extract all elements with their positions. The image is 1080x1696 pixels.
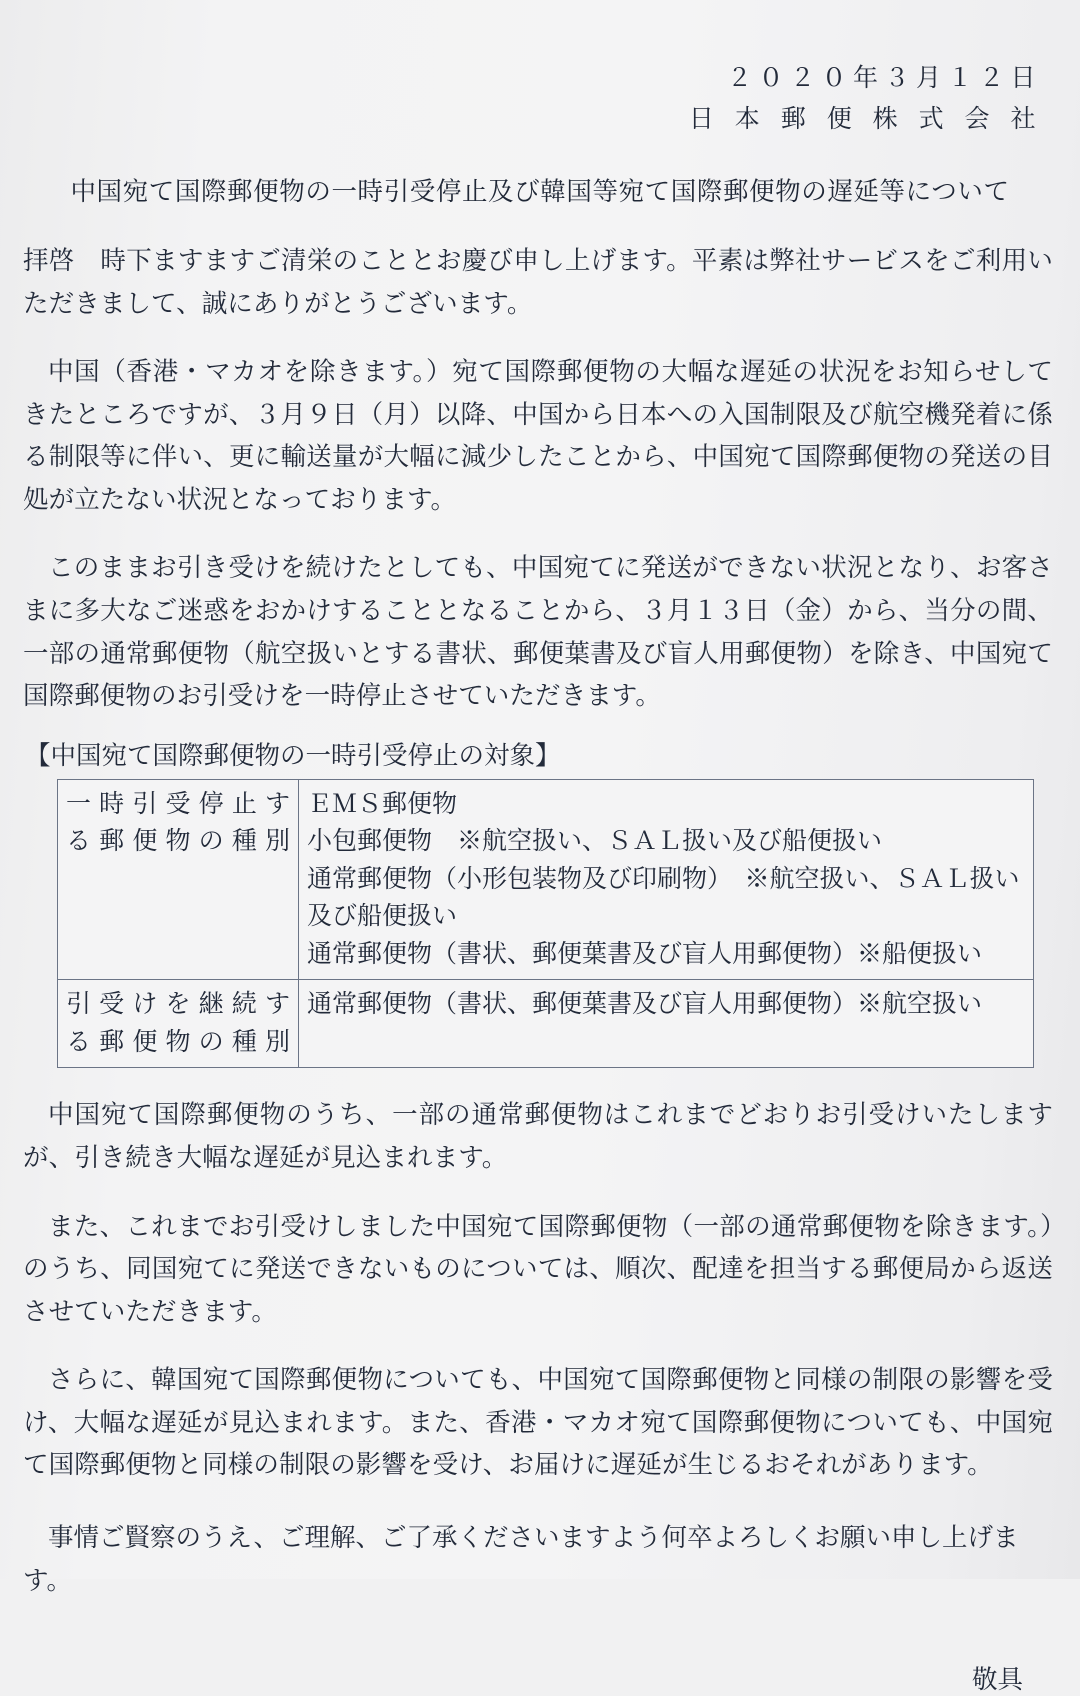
list-item: 通常郵便物（書状、郵便葉書及び盲人用郵便物）※航空扱い <box>307 989 983 1019</box>
table-caption: 【中国宛て国際郵便物の一時引受停止の対象】 <box>25 740 561 771</box>
paragraph-return-policy: また、これまでお引受けしました中国宛て国際郵便物（一部の通常郵便物を除きます。）のうち、同国宛てに発送できないものについては、順次、配達を担当する郵便局から返送させていただきます。 <box>23 1211 1053 1327</box>
paragraph-greeting: 拝啓 時下ますますご清栄のこととお慶び申し上げます。平素は弊社サービスをご利用いただきまして、誠にありがとうございます。 <box>23 246 1053 319</box>
list-item: 通常郵便物（書状、郵便葉書及び盲人用郵便物）※船便扱い <box>307 938 983 968</box>
category-line-1: 引受けを継続す <box>66 989 290 1019</box>
table-row <box>58 779 1034 980</box>
document-header <box>689 58 1042 139</box>
paragraph-continued-items: 中国宛て国際郵便物のうち、一部の通常郵便物はこれまでどおりお引受けいたしますが、引き続き大幅な遅延が見込まれます。 <box>23 1100 1053 1173</box>
suspension-scope-table <box>57 779 1034 1069</box>
category-line-1: 一時引受停止す <box>66 788 290 818</box>
table-cell-category-suspended <box>58 779 299 980</box>
table-row <box>58 980 1034 1068</box>
category-line-2: る郵便物の種別 <box>66 826 290 856</box>
page-title: 中国宛て国際郵便物の一時引受停止及び韓国等宛て国際郵便物の遅延等について <box>70 177 1010 207</box>
document-date: ２０２０年３月１２日 <box>726 63 1042 92</box>
document-issuer: 日 本 郵 便 株 式 会 社 <box>688 103 1042 133</box>
table-cell-category-continued <box>58 980 299 1068</box>
document-body <box>23 240 1053 1696</box>
table-cell-items-continued <box>299 980 1034 1068</box>
table-cell-items-suspended <box>299 779 1034 980</box>
category-line-2: る郵便物の種別 <box>66 1026 290 1056</box>
signoff: 敬具 <box>971 1665 1023 1696</box>
paragraph-suspension: このままお引き受けを続けたとしても、中国宛てに発送ができない状況となり、お客さまに多大なご迷惑をおかけすることとなることから、３月１３日（金）から、当分の間、一部の通常郵便物（航空扱いとする書状、郵便葉書及び盲人用郵便物）を除き、中国宛て国際郵便物のお引受けを一時停止させていただきます。 <box>23 553 1053 712</box>
list-item: 通常郵便物（小形包装物及び印刷物） ※航空扱い、ＳＡＬ扱い及び船便扱い <box>307 863 1020 931</box>
list-item: 小包郵便物 ※航空扱い、ＳＡＬ扱い及び船便扱い <box>307 826 883 856</box>
paragraph-situation: 中国（香港・マカオを除きます。）宛て国際郵便物の大幅な遅延の状況をお知らせしてきたところですが、３月９日（月）以降、中国から日本への入国制限及び航空機発着に係る制限等に伴い、更に輸送量が大幅に減少したことから、中国宛て国際郵便物の発送の目処が立たない状況となっております。 <box>23 357 1053 515</box>
paragraph-korea-hongkong: さらに、韓国宛て国際郵便物についても、中国宛て国際郵便物と同様の制限の影響を受け、大幅な遅延が見込まれます。また、香港・マカオ宛て国際郵便物についても、中国宛て国際郵便物と同様の制限の影響を受け、お届けに遅延が生じるおそれがあります。 <box>23 1365 1053 1481</box>
list-item: ＥＭＳ郵便物 <box>307 788 458 818</box>
paragraph-closing: 事情ご賢察のうえ、ご理解、ご了承くださいますよう何卒よろしくお願い申し上げます。 <box>23 1523 1019 1596</box>
